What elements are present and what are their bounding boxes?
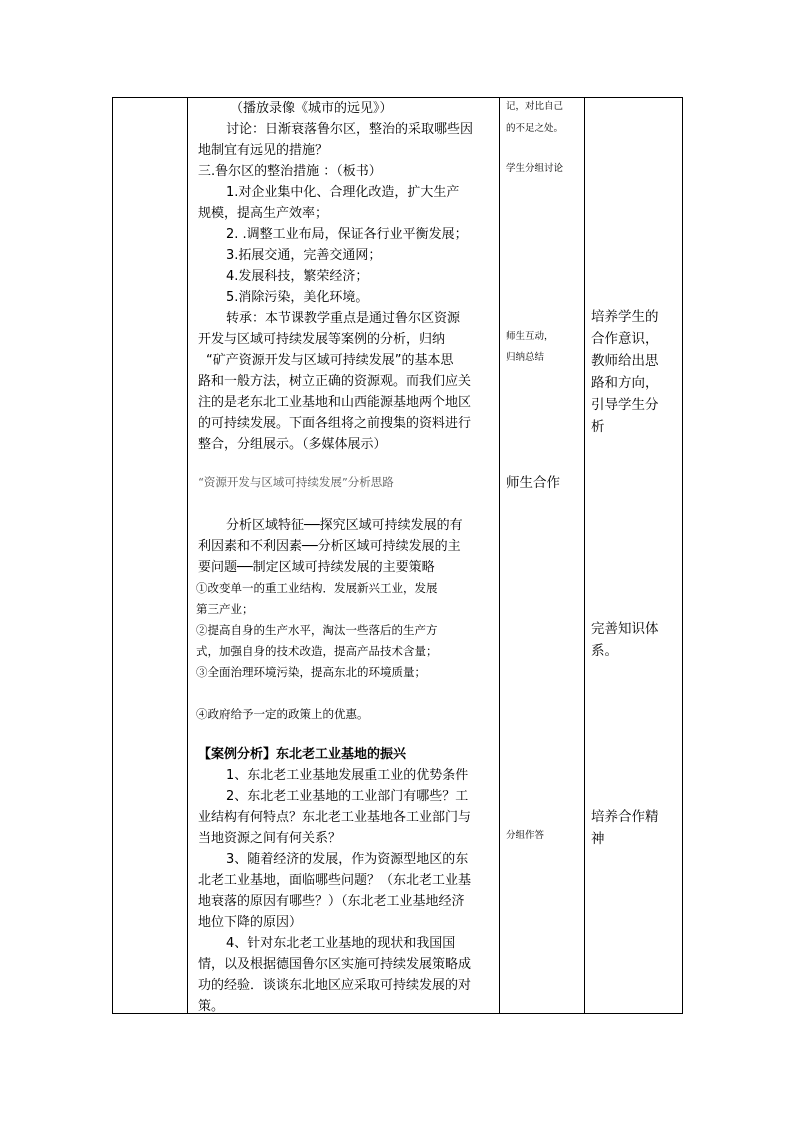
analysis-line-2: 利因素和不利因素──分析区域可持续发展的主 <box>198 539 461 554</box>
measure-4: 4.发展科技，繁荣经济； <box>226 269 369 284</box>
analysis-line-3: 要问题──制定区域可持续发展的主要策略 <box>198 560 435 575</box>
measure-5: 5.消除污染，美化环境。 <box>226 290 369 305</box>
teaching-process-cell <box>188 98 500 1014</box>
question-1: 1、东北老工业基地发展重工业的优势条件 <box>226 768 469 783</box>
table-row <box>113 98 683 1014</box>
question-3d: 地位下降的原因） <box>198 915 303 930</box>
empty-cell <box>113 98 188 1014</box>
question-2b: 业结构有何特点？东北老工业基地各工业部门与 <box>198 810 472 825</box>
section-heading: 三.鲁尔区的整治措施 ：（板书） <box>198 164 382 179</box>
question-4b: 情，以及根据德国鲁尔区实施可持续发展策略成 <box>198 957 472 972</box>
transition-line-7: 整合，分组展示。（多媒体展示） <box>198 437 387 452</box>
discussion-line-1: 讨论：日渐衰落鲁尔区，整治的采取哪些因 <box>226 122 474 137</box>
lesson-plan-table <box>112 97 683 1014</box>
measure-3: 3.拓展交通，完善交通网； <box>226 248 382 263</box>
transition-line-3: “矿产资源开发与区域可持续发展”的基本思 <box>206 353 454 368</box>
measure-2: 2. .调整工业布局，保证各行业平衡发展； <box>226 227 468 242</box>
transition-line-2: 开发与区域可持续发展等案例的分析，归纳 <box>198 332 446 347</box>
transition-line-5: 注的是老东北工业基地和山西能源基地两个地区 <box>198 395 472 410</box>
intent-1f: 析 <box>591 419 605 435</box>
activity-summary: 归纳总结 <box>506 352 545 363</box>
intent-3a: 培养合作精 <box>591 809 659 825</box>
question-4a: 4、针对东北老工业基地的现状和我国国 <box>226 936 456 951</box>
analysis-subtitle: “资源开发与区域可持续发展”分析思路 <box>198 475 394 489</box>
intent-1b: 合作意识， <box>591 331 659 347</box>
case-title: 【案例分析】东北老工业基地的振兴 <box>198 747 407 762</box>
strategy-2a: ②提高自身的生产水平，淘汰一些落后的生产方 <box>196 623 438 637</box>
discussion-line-2: 地制宜有远见的措施？ <box>198 143 329 158</box>
strategy-1a: ①改变单一的重工业结构．发展新兴工业，发展 <box>196 581 438 595</box>
question-2c: 当地资源之间有何关系？ <box>198 831 342 846</box>
analysis-line-1: 分析区域特征──探究区域可持续发展的有 <box>226 518 463 533</box>
intent-1c: 教师给出思 <box>591 353 659 369</box>
activity-interaction: 师生互动， <box>506 331 554 342</box>
strategy-4: ④政府给予一定的政策上的优惠。 <box>196 707 369 721</box>
measure-1a: 1.对企业集中化、合理化改造，扩大生产 <box>226 185 460 200</box>
design-intent-cell <box>585 98 683 1014</box>
transition-line-4: 路和一般方法，树立正确的资源观。而我们应关 <box>198 374 472 389</box>
question-4d: 策。 <box>198 999 225 1014</box>
transition-line-6: 的可持续发展。下面各组将之前搜集的资料进行 <box>198 416 472 431</box>
video-note: （播放录像《城市的远见》） <box>230 101 393 116</box>
intent-2a: 完善知识体 <box>591 621 659 637</box>
intent-1a: 培养学生的 <box>591 309 659 325</box>
activity-group-answer: 分组作答 <box>506 830 545 841</box>
question-3b: 北老工业基地，面临哪些问题？（东北老工业基 <box>198 873 472 888</box>
activity-group-discussion: 学生分组讨论 <box>506 163 564 174</box>
question-4c: 功的经验．谈谈东北地区应采取可持续发展的对 <box>198 978 472 993</box>
transition-line-1: 转承：本节课教学重点是通过鲁尔区资源 <box>226 311 461 326</box>
activity-note-2: 的不足之处。 <box>506 123 564 134</box>
student-activity-cell <box>500 98 585 1014</box>
intent-1d: 路和方向， <box>591 375 659 391</box>
strategy-3: ③全面治理环境污染，提高东北的环境质量； <box>196 665 426 679</box>
intent-2b: 系。 <box>591 643 618 659</box>
question-3a: 3、随着经济的发展，作为资源型地区的东 <box>226 852 469 867</box>
strategy-1b: 第三产业； <box>196 602 254 616</box>
intent-1e: 引导学生分 <box>591 397 659 413</box>
measure-1b: 规模，提高生产效率； <box>198 206 329 221</box>
question-2a: 2、东北老工业基地的工业部门有哪些？工 <box>226 789 469 804</box>
strategy-2b: 式，加强自身的技术改造，提高产品技术含量； <box>196 644 438 658</box>
activity-cooperation: 师生合作 <box>506 475 560 491</box>
intent-3b: 神 <box>591 831 605 847</box>
question-3c: 地衰落的原因有哪些？）（东北老工业基地经济 <box>198 894 465 909</box>
activity-note-1: 记，对比自己 <box>506 101 564 112</box>
